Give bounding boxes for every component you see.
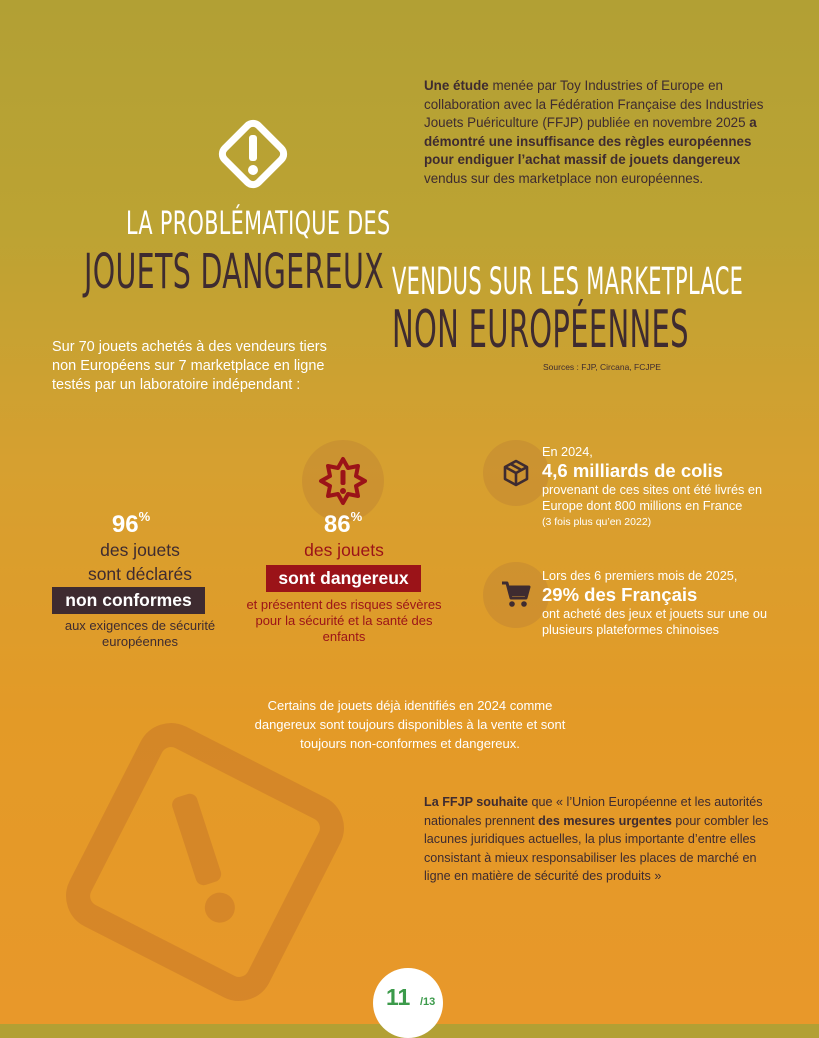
fact-parcels-note: (3 fois plus qu’en 2022) <box>542 516 652 528</box>
intro-text-2: vendus sur des marketplace non européennes. <box>424 170 704 186</box>
intro-paragraph <box>424 77 774 188</box>
page-total: /13 <box>420 996 436 1008</box>
stat-96-highlight: non conformes <box>52 587 205 614</box>
stat-86-line-1: des jouets <box>304 540 384 560</box>
fact-buyers-intro: Lors des 6 premiers mois de 2025, <box>542 569 738 583</box>
stat-86-caption: et présentent des risques sévères pour la sécurité et la santé des enfants <box>246 597 442 644</box>
title-line-2: JOUETS DANGEREUX <box>84 244 385 300</box>
title-line-4: NON EUROPÉENNES <box>392 300 689 360</box>
title-line-3: VENDUS SUR LES MARKETPLACE <box>392 260 744 303</box>
fact-parcels-text: provenant de ces sites ont été livrés en Europe dont 800 millions en France <box>542 483 763 513</box>
fact-buyers-text: ont acheté des jeux et jouets sur une ou plusieurs plateformes chinoises <box>542 607 768 637</box>
shopping-cart-icon <box>500 579 532 611</box>
fact-parcels <box>542 444 782 530</box>
stat-86-unit: % <box>350 509 363 524</box>
stat-86-number: 86 <box>323 511 351 538</box>
fact-parcels-figure: 4,6 milliards de colis <box>542 460 723 481</box>
warning-diamond-icon <box>212 113 294 195</box>
stat-86-highlight: sont dangereux <box>266 565 421 592</box>
sources-note: Sources : FJP, Circana, FCJPE <box>543 362 661 372</box>
large-warning-sign-icon <box>40 712 370 1012</box>
stat-96-value <box>96 511 166 539</box>
ffjp-text-1: que « l’Union Européenne et les autorités nationales prennent <box>424 795 763 828</box>
package-icon-circle <box>483 440 549 506</box>
danger-star-icon <box>317 455 369 507</box>
intro-text-1: menée par Toy Industries of Europe en collaboration avec la Fédération Française des Industries Jouets Puériculture (FFJP) publiée en novembre 2025 <box>424 78 764 130</box>
ffjp-text-2: pour combler les lacunes juridiques actuelles, la plus importante d’entre elles consistant à mieux responsabiliser les places de marché en ligne en matière de sécurité des produits » <box>424 813 769 883</box>
intro-bold-2: a démontré une insuffisance des règles européennes pour endiguer l’achat massif de jouets dangereux <box>424 115 757 167</box>
stat-96-unit: % <box>138 509 151 524</box>
fact-french-buyers <box>542 568 782 638</box>
title-line-1: LA PROBLÉMATIQUE DES <box>126 204 391 242</box>
stat-96-line-1: des jouets <box>100 540 180 560</box>
package-icon <box>501 458 531 488</box>
lead-text: Sur 70 jouets achetés à des vendeurs tiers non Européens sur 7 marketplace en ligne testés par un laboratoire indépendant : <box>52 339 327 393</box>
stat-96-caption: aux exigences de sécurité européennes <box>64 618 216 649</box>
ffjp-bold-1: La FFJP souhaite <box>424 795 529 809</box>
stat-96-number: 96 <box>111 511 139 538</box>
fact-parcels-intro: En 2024, <box>542 445 593 459</box>
fact-buyers-figure: 29% des Français <box>542 584 698 605</box>
ffjp-bold-2: des mesures urgentes <box>538 813 672 828</box>
availability-note: Certains de jouets déjà identifiés en 2024 comme dangereux sont toujours disponibles à la vente et sont toujours non-conformes et dangereux. <box>254 698 566 751</box>
stat-86-value <box>308 511 378 539</box>
danger-badge-circle <box>302 440 384 522</box>
stat-96-line-2: sont déclarés <box>87 564 193 584</box>
page-number: 11 <box>386 984 411 1010</box>
cart-icon-circle <box>483 562 549 628</box>
intro-bold-1: Une étude <box>424 78 489 93</box>
ffjp-statement <box>424 793 784 886</box>
